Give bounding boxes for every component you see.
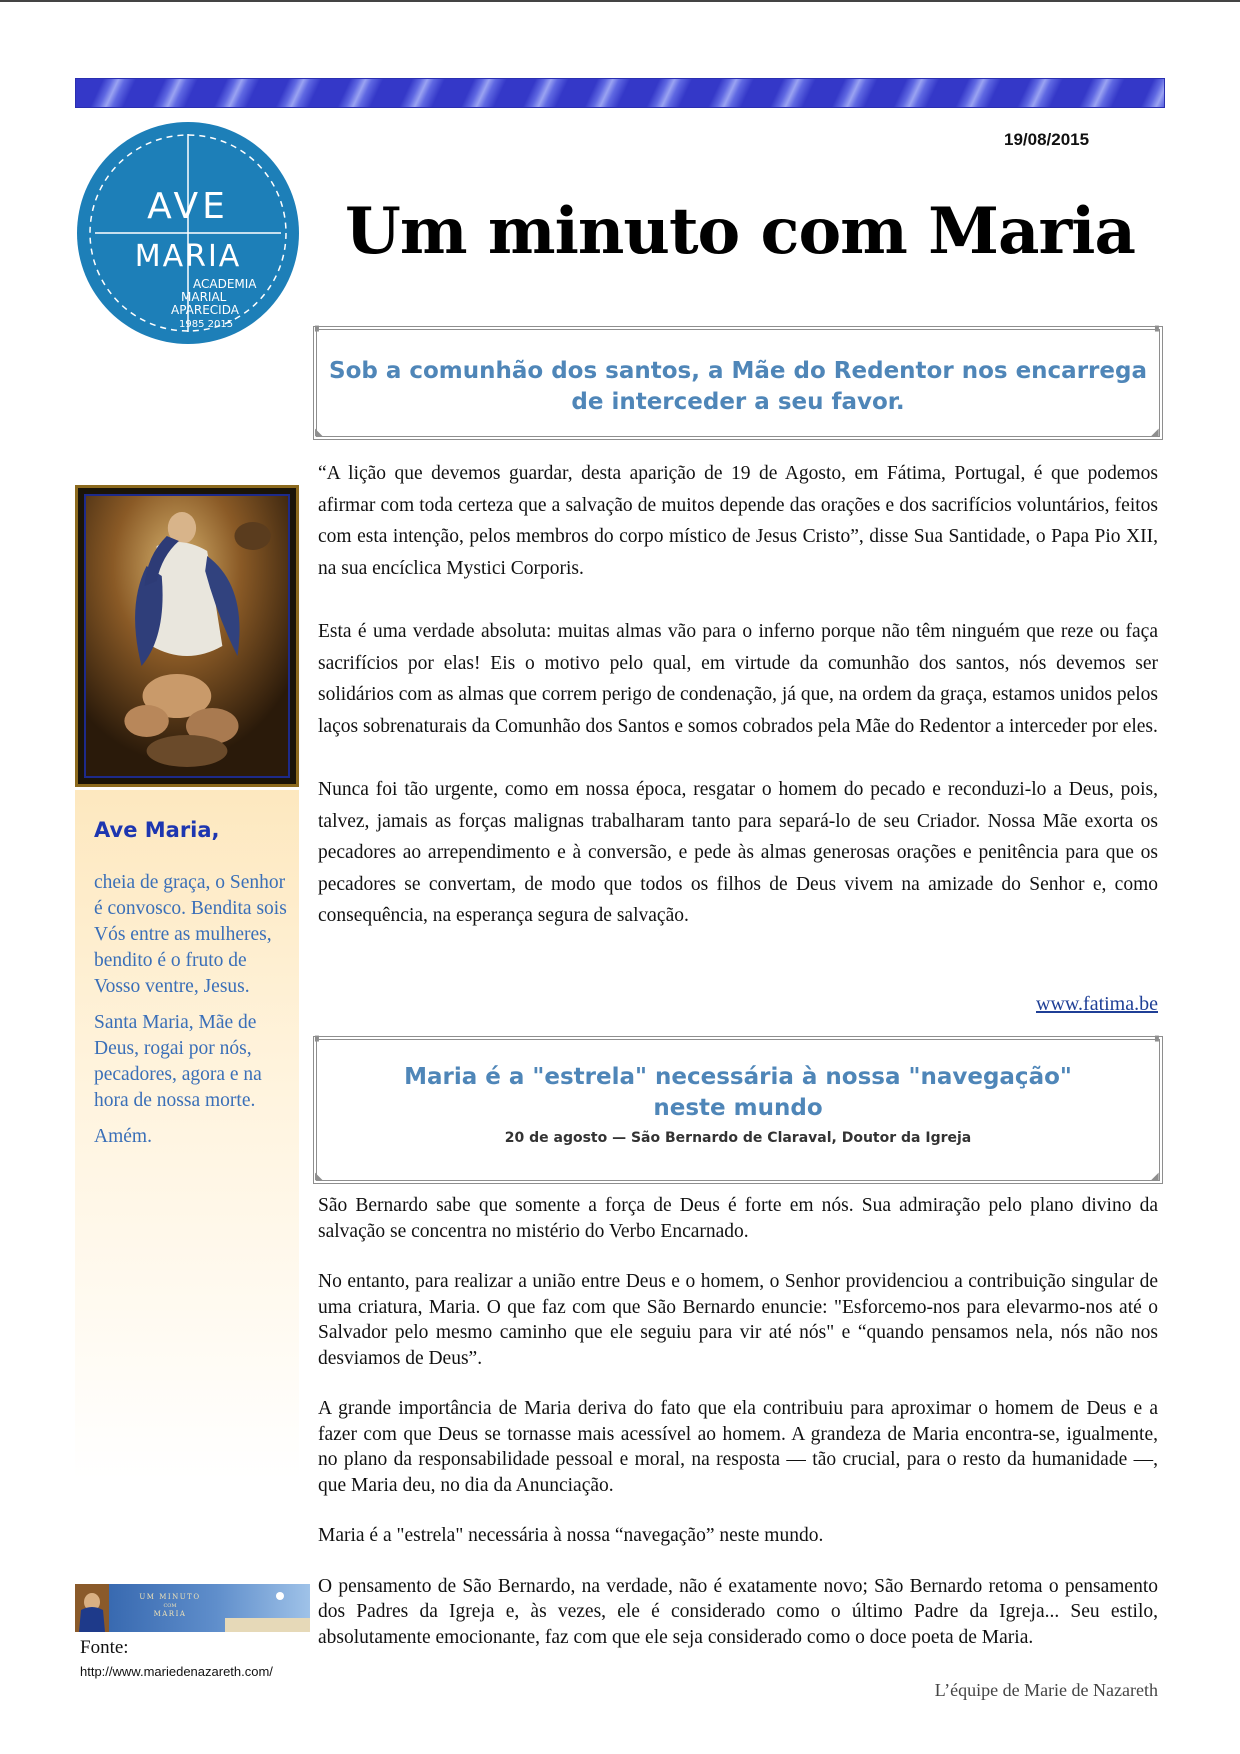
logo-aparecida: APARECIDA bbox=[171, 303, 239, 317]
corner-ornament: ▘ bbox=[315, 1037, 323, 1048]
section2-heading-line1: Maria é a "estrela" necessária à nossa "navegação" bbox=[404, 1064, 1072, 1090]
signature: L’équipe de Marie de Nazareth bbox=[934, 1680, 1158, 1700]
section2-heading-line2: neste mundo bbox=[653, 1095, 823, 1121]
corner-ornament: ◣ bbox=[315, 427, 323, 438]
corner-ornament: ◢ bbox=[1151, 1171, 1159, 1182]
section1-heading-line2: de interceder a seu favor. bbox=[571, 389, 905, 415]
source-link[interactable]: www.fatima.be bbox=[1036, 993, 1158, 1015]
top-rule bbox=[0, 0, 1240, 2]
paragraph: Esta é uma verdade absoluta: muitas almas vão para o inferno porque não têm ninguém que reze ou faça sacrifícios por elas! Eis o motivo pelo qual, em virtude da comunhão dos santos, nós devemos ser solidários com as almas que correm perigo de condenação, já que, na ordem da graça, estamos unidos pelos laços sobrenaturais da Comunhão dos Santos e somos cobrados pela Mãe do Redentor a interceder por eles. bbox=[318, 621, 1158, 737]
corner-ornament: ▘ bbox=[315, 327, 323, 338]
corner-ornament: ◣ bbox=[315, 1171, 323, 1182]
paragraph: Nunca foi tão urgente, como em nossa época, resgatar o homem do pecado e reconduzi-lo a Deus, pois, talvez, jamais as forças malignas trabalharam tanto para separá-lo de seu Criador. Nossa Mãe exorta os pecadores ao arrependimento e à conversão, e pede às almas generosas orações e penitência para que os pecadores se convertam, de modo que todos os filhos de Deus vivem na amizade do Senhor e, como consequência, na esperança segura de salvação. bbox=[318, 779, 1158, 926]
date-label: 19/08/2015 bbox=[1004, 130, 1090, 149]
um-minuto-com-maria-banner bbox=[75, 1584, 310, 1632]
prayer-paragraph: Santa Maria, Mãe de Deus, rogai por nós, pecadores, agora e na hora de nossa morte. bbox=[94, 1012, 262, 1111]
ave-maria-logo bbox=[75, 120, 301, 346]
corner-ornament: ◢ bbox=[1151, 427, 1159, 438]
paragraph: São Bernardo sabe que somente a força de Deus é forte em nós. Sua admiração pelo plano divino da salvação se concentra no mistério do Verbo Encarnado. bbox=[318, 1195, 1158, 1242]
corner-ornament: ▝ bbox=[1151, 327, 1159, 338]
virgin-mary-painting bbox=[75, 485, 299, 787]
banner-text-com: COM bbox=[163, 1603, 177, 1609]
section1-body bbox=[318, 458, 1158, 964]
banner-text-um-minuto: UM MINUTO bbox=[139, 1593, 201, 1601]
section1-heading-line1: Sob a comunhão dos santos, a Mãe do Redentor nos encarrega bbox=[329, 358, 1147, 384]
banner-text-maria: MARIA bbox=[153, 1610, 187, 1618]
page-title: Um minuto com Maria bbox=[345, 194, 1135, 269]
logo-years: 1985 2015 bbox=[179, 319, 234, 330]
prayer-text bbox=[94, 870, 294, 1160]
section2-heading-box bbox=[313, 1036, 1163, 1184]
paragraph: No entanto, para realizar a união entre Deus e o homem, o Senhor providenciou a contribuição singular de uma criatura, Maria. O que faz com que São Bernardo enuncie: "Esforcemo-nos para elevarmo-nos até o Salvador pelo mesmo caminho que ele seguiu para vir até nós" e “quando pensamos nela, nós não nos desviamos de Deus”. bbox=[318, 1271, 1158, 1369]
paragraph: A grande importância de Maria deriva do fato que ela contribuiu para aproximar o homem de Deus e a fazer com que Deus se tornasse mais acessível ao homem. A grandeza de Maria encontra-se, igualmente, no plano da responsabilidade pessoal e moral, na resposta — tão crucial, para o resto da humanidade —, que Maria deu, no dia da Anunciação. bbox=[318, 1398, 1158, 1496]
painting-image bbox=[86, 496, 288, 776]
section2-body bbox=[318, 1193, 1158, 1675]
header-banner bbox=[75, 78, 1165, 108]
fonte-label: Fonte: bbox=[80, 1637, 129, 1658]
section1-heading bbox=[317, 356, 1159, 418]
section2-subheading: 20 de agosto — São Bernardo de Claraval, Doutor da Igreja bbox=[504, 1130, 972, 1146]
logo-marial: MARIAL bbox=[181, 290, 227, 304]
logo-ave: AVE bbox=[147, 186, 229, 227]
paragraph: Maria é a "estrela" necessária à nossa “navegação” neste mundo. bbox=[318, 1525, 824, 1546]
prayer-title: Ave Maria, bbox=[94, 818, 220, 842]
prayer-panel bbox=[75, 790, 299, 1480]
fonte-url-link[interactable]: http://www.mariedenazareth.com/ bbox=[80, 1664, 273, 1679]
painting-frame bbox=[84, 494, 290, 778]
corner-ornament: ▝ bbox=[1151, 1037, 1159, 1048]
prayer-paragraph: cheia de graça, o Senhor é convosco. Bendita sois Vós entre as mulheres, bendito é o fruto de Vosso ventre, Jesus. bbox=[94, 872, 287, 997]
logo-maria: MARIA bbox=[134, 239, 242, 274]
prayer-paragraph: Amém. bbox=[94, 1126, 152, 1147]
section1-heading-box bbox=[313, 326, 1163, 440]
section2-heading bbox=[317, 1062, 1159, 1124]
paragraph: “A lição que devemos guardar, desta aparição de 19 de Agosto, em Fátima, Portugal, é que podemos afirmar com toda certeza que a salvação de muitos depende das orações e dos sacrifícios voluntários, feitos com esta intenção, pelos membros do corpo místico de Jesus Cristo”, disse Sua Santidade, o Papa Pio XII, na sua encíclica Mystici Corporis. bbox=[318, 463, 1158, 579]
paragraph: O pensamento de São Bernardo, na verdade, não é exatamente novo; São Bernardo retoma o pensamento dos Padres da Igreja e, às vezes, ele é considerado como o último Padre da Igreja... Seu estilo, absolutamente emocionante, faz com que ele seja considerado como o doce poeta de Maria. bbox=[318, 1575, 1158, 1648]
logo-academia: ACADEMIA bbox=[193, 277, 257, 291]
